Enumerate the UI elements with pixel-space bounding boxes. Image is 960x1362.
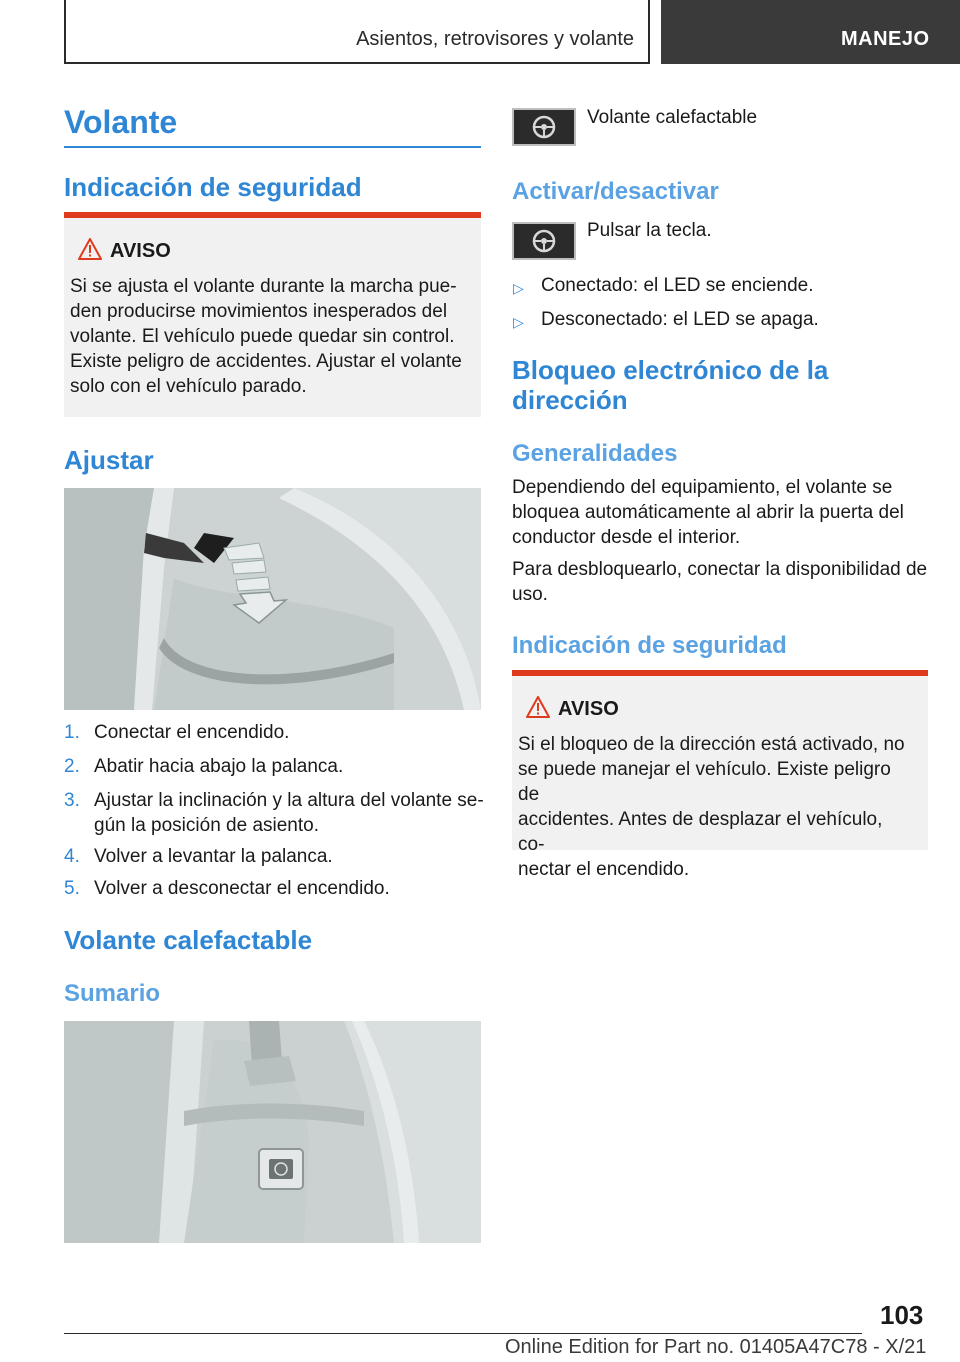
warning-box-1 [64,212,481,417]
general-heading: Generalidades [512,440,678,467]
warning-line: accidentes. Antes de desplazar el vehículo, co- [518,809,883,855]
bullet-triangle-icon: ▷ [513,314,524,330]
safety-heading-right: Indicación de seguridad [512,632,787,659]
step-text: Abatir hacia abajo la palanca. [94,756,344,777]
warning-triangle-icon [526,696,550,718]
warning-label-1: AVISO [110,240,171,262]
warning-line: volante. El vehículo puede quedar sin control. [70,326,455,347]
edition-text: Online Edition for Part no. 01405A47C78 - X/21 [505,1336,927,1358]
warning-line: Existe peligro de accidentes. Ajustar el volante [70,351,462,372]
step-number: 3. [64,790,80,811]
bullet-text: Conectado: el LED se enciende. [541,275,814,296]
general-paragraph-2 [512,557,928,607]
step-number: 1. [64,722,80,743]
step-text: Ajustar la inclinación y la altura del volante se- [94,790,484,811]
header-chapter-title: MANEJO [841,28,930,50]
steering-lock-heading [512,355,928,415]
step-text: Conectar el encendido. [94,722,290,743]
bullet-text: Desconectado: el LED se apaga. [541,309,819,330]
paragraph-line: Dependiendo del equipamiento, el volante se [512,477,893,498]
safety-heading-left: Indicación de seguridad [64,172,362,202]
step-text: gún la posición de asiento. [94,815,319,836]
steering-lever-illustration [64,488,481,710]
summary-heading: Sumario [64,980,161,1007]
header-chapter-box [661,0,960,64]
page-number: 103 [880,1300,924,1330]
step-number: 4. [64,846,80,867]
warning-line: solo con el vehículo parado. [70,376,307,397]
step-number: 5. [64,878,80,899]
heated-wheel-caption: Volante calefactable [587,107,758,128]
warning-line: se puede manejar el vehículo. Existe peligro de [518,759,891,805]
warning-text-1 [70,274,467,399]
heated-button-illustration [64,1021,481,1243]
adjust-heading: Ajustar [64,445,154,475]
paragraph-line: uso. [512,584,548,605]
steering-wheel-heat-icon [514,224,574,258]
heading-line: dirección [512,385,628,415]
header-section-title: Asientos, retrovisores y volante [356,28,634,50]
heated-wheel-heading: Volante calefactable [64,925,313,955]
press-button-text: Pulsar la tecla. [587,220,712,241]
heading-line: Bloqueo electrónico de la [512,355,829,385]
general-paragraph-1 [512,475,928,550]
warning-line: Si se ajusta el volante durante la marcha pue- [70,276,457,297]
heated-wheel-button-image [512,108,576,146]
footer-rule [64,1333,862,1334]
steering-wheel-heat-icon [514,110,574,144]
warning-line: nectar el encendido. [518,859,690,880]
warning-label-2: AVISO [558,698,619,720]
paragraph-line: conductor desde el interior. [512,527,741,548]
step-text: Volver a levantar la palanca. [94,846,333,867]
toggle-heading: Activar/desactivar [512,178,719,205]
page-title: Volante [64,104,178,140]
title-rule [64,146,481,148]
paragraph-line: bloquea automáticamente al abrir la puerta del [512,502,904,523]
bullet-triangle-icon: ▷ [513,280,524,296]
heated-button-photo [64,1021,481,1243]
warning-box-2 [512,670,928,880]
step-number: 2. [64,756,80,777]
warning-triangle-icon [78,238,102,260]
header-section-box [64,0,650,64]
paragraph-line: Para desbloquearlo, conectar la disponibilidad de [512,559,928,580]
warning-line: den producirse movimientos inesperados del [70,301,448,322]
heated-wheel-button-image-2 [512,222,576,260]
steering-lever-photo [64,488,481,710]
warning-text-2 [518,732,914,882]
warning-line: Si el bloqueo de la dirección está activado, no [518,734,905,755]
step-text: Volver a desconectar el encendido. [94,878,390,899]
